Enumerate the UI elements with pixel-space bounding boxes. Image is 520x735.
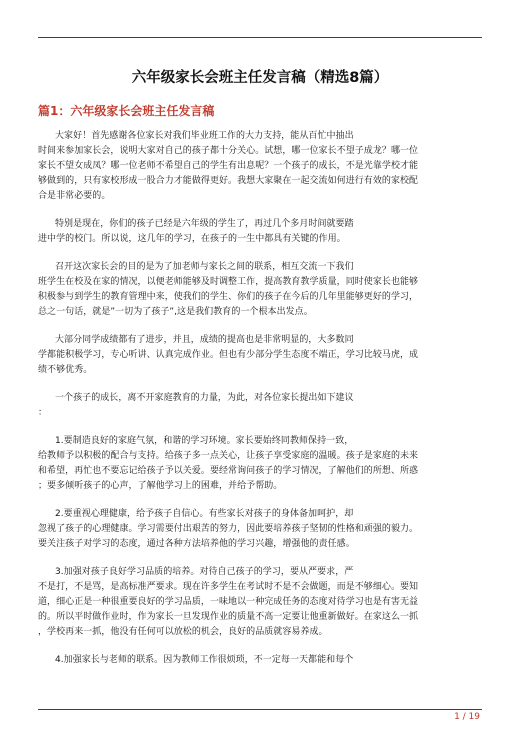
paragraph-line: 够做到的，只有家校形成一股合力才能做得更好。我想大家聚在一起交流如何进行有效的家校配 — [38, 176, 419, 186]
paragraph-line: 家长不望女成凤？哪一位老师不希望自己的学生有出息呢？一个孩子的成长，不是光靠学校才能 — [38, 161, 419, 171]
paragraph-line: ： — [38, 408, 48, 418]
paragraph-line: 进中学的校门。所以说，这几年的学习，在孩子的一生中都具有关键的作用。 — [38, 234, 346, 244]
paragraph-line: 大部分同学成绩都有了进步，并且，成绩的提高也是非常明显的，大多数同 — [55, 335, 354, 345]
paragraph-line: 绩不够优秀。 — [38, 365, 93, 375]
paragraph-line: 忽视了孩子的心理健康。学习需要付出艰苦的努力，因此要培养孩子坚韧的性格和顽强的毅力。 — [38, 524, 419, 534]
paragraph-line: 给教师予以积极的配合与支持。给孩子多一点关心，让孩子享受家庭的温暖。孩子是家庭的未来 — [38, 451, 419, 461]
paragraph-line: ，学校再来一抓，他没有任何可以放松的机会，良好的品质就容易养成。 — [38, 627, 328, 637]
page-number: 1 / 19 — [454, 712, 480, 722]
paragraph-line: 和希望，再忙也不要忘记给孩子予以关爱。要经常询问孩子的学习情况，了解他们的所想、所惑 — [38, 466, 419, 476]
paragraph-line: 一个孩子的成长，离不开家庭教育的力量，为此，对各位家长提出如下建议 — [55, 393, 354, 403]
document-title: 六年级家长会班主任发言稿（精选8篇） — [131, 70, 389, 86]
paragraph-line: ；要多倾听孩子的心声，了解他学习上的困难，并给予帮助。 — [38, 481, 283, 491]
section-heading: 篇1：六年级家长会班主任发言稿 — [38, 104, 215, 118]
paragraph-line: 大家好！首先感谢各位家长对我们毕业班工作的大力支持，能从百忙中抽出 — [55, 131, 354, 141]
paragraph-line: 要关注孩子对学习的态度，通过各种方法培养他的学习兴趣，增强他的责任感。 — [38, 539, 355, 549]
paragraph-line: 时间来参加家长会，说明大家对自己的孩子都十分关心。试想，哪一位家长不望子成龙？哪一位 — [38, 146, 419, 156]
paragraph-line: 的。所以平时做作业时，作为家长一旦发现作业的质量不高一定要让他重新做好。在家这么一抓 — [38, 612, 419, 622]
paragraph-line: 道，细心正是一种很重要良好的学习品质，一味地以一种完成任务的态度对待学习也是有害无益 — [38, 597, 419, 607]
paragraph-line: 积极参与到学生的教育管理中来，使我们的学生、你们的孩子在今后的几年里能够更好的学习， — [38, 292, 419, 302]
top-rule — [38, 37, 482, 38]
paragraph-line: 合是非常必要的。 — [38, 191, 111, 201]
list-item-1: 1.要制造良好的家庭气氛，和谐的学习环境。家长要始终同教师保持一致， — [55, 436, 354, 446]
paragraph-line: 总之一句话，就是”一切为了孩子”,这是我们教育的一个根本出发点。 — [38, 307, 313, 317]
paragraph-line: 学都能积极学习，专心听讲、认真完成作业。但也有少部分学生态度不端正，学习比较马虎，成 — [38, 350, 419, 360]
paragraph-line: 不是打，不是骂，是高标准严要求。现在许多学生在考试时不是不会做题，而是不够细心。要知 — [38, 582, 419, 592]
bottom-rule — [38, 709, 482, 710]
list-item-2: 2.要重视心理健康，给予孩子自信心。有些家长对孩子的身体备加呵护，却 — [55, 509, 354, 519]
paragraph-line: 召开这次家长会的目的是为了加老师与家长之间的联系，相互交流一下我们 — [55, 262, 354, 272]
paragraph-line: 班学生在校及在家的情况，以便老师能够及时调整工作，提高教育教学质量，同时使家长也能够 — [38, 277, 419, 287]
list-item-4: 4.加强家长与老师的联系。因为教师工作很烦琐，不一定每一天都能和每个 — [55, 655, 354, 665]
list-item-3: 3.加强对孩子良好学习品质的培养。对待自己孩子的学习，要从严要求，严 — [55, 567, 354, 577]
paragraph-line: 特别是现在，你们的孩子已经是六年级的学生了，再过几个多月时间就要踏 — [55, 219, 354, 229]
